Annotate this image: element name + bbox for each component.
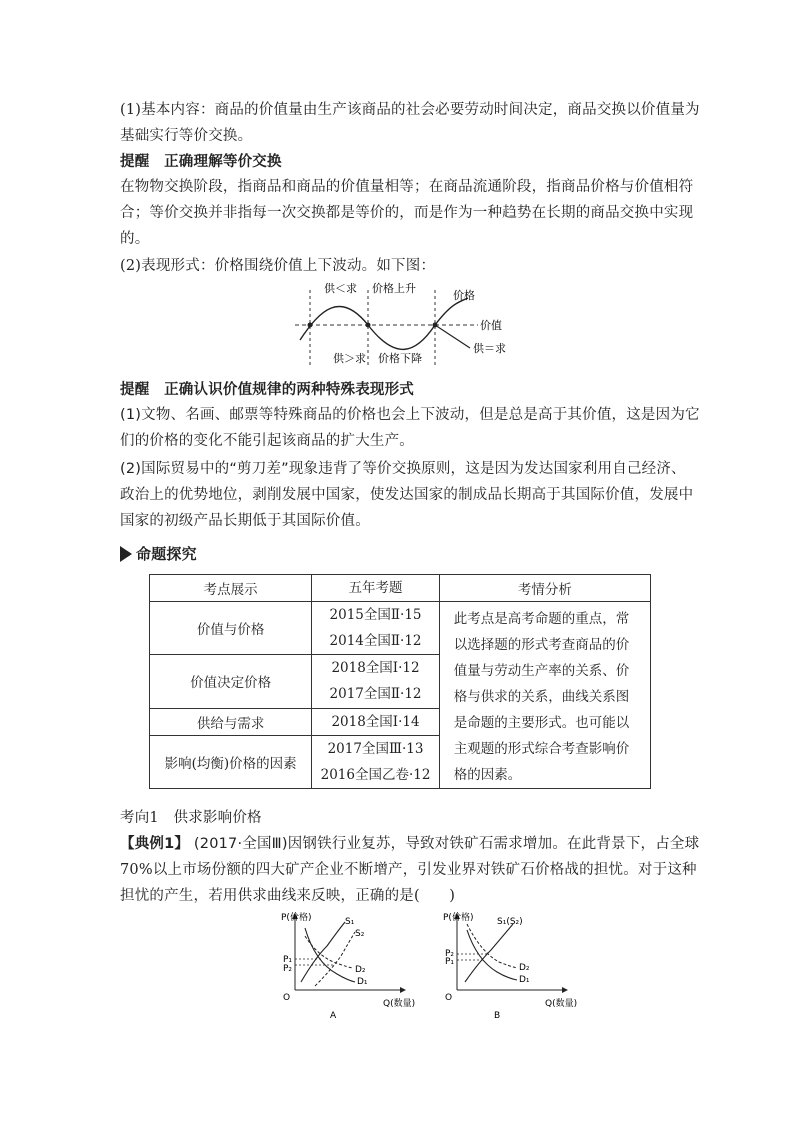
supply-demand-graph-b [437,910,577,1022]
table-cell-topic: 影响(均衡)价格的因素 [150,735,312,788]
table-cell-exams [312,602,440,655]
label-s2: S₂ [355,929,365,939]
label-d2: D₂ [519,963,530,973]
table-cell-topic: 供给与需求 [150,708,312,735]
exam-item: 2017全国Ⅲ·13 [327,740,424,757]
x-axis-arrow-icon [400,987,406,993]
label-supply-equal-demand: 供＝求 [473,342,506,355]
exam-analysis-table [149,574,651,789]
graph-caption-b: B [494,1011,501,1021]
origin-label: O [445,993,453,1003]
table-cell-exams [312,655,440,708]
tip-heading-equal-exchange: 提醒 正确理解等价交换 [120,154,282,170]
intersection-dot-2 [366,323,371,328]
supply-curve-s1 [301,922,345,982]
example-line2: 70%以上市场份额的四大矿产企业不断增产，引发业界对铁矿石价格战的担忧。对于这种 [120,862,697,878]
x-axis-label: Q(数量) [383,999,415,1009]
direction-heading: 考向1 供求影响价格 [120,810,262,826]
table-header-row [150,575,651,602]
label-p1: P₁ [445,957,455,967]
exam-item: 2014全国Ⅱ·12 [329,633,422,650]
graph-caption-a: A [330,1011,337,1021]
section-title: 命题探究 [136,545,197,563]
example-text-1: 因钢铁行业复苏，导致对铁矿石需求增加。在此背景下，占全球 [287,836,700,852]
demand-curve-d1 [305,928,355,982]
price-value-wave-diagram [290,280,520,370]
label-value: 价值 [480,319,502,332]
tip-text-line1: 在物物交换阶段，指商品和商品的价值量相等；在商品流通阶段，指商品价格与价值相符 [120,179,694,195]
label-p2: P₂ [445,949,455,959]
intersection-dot-1 [308,323,313,328]
label-p2: P₂ [283,964,293,974]
label-supply-less-demand: 供＜求 [324,282,357,295]
table-cell-exams [312,708,440,735]
label-s1-s2: S₁(S₂) [497,917,523,927]
x-axis-arrow-icon [562,987,568,993]
label-price-rise: 价格上升 [372,282,416,295]
section-heading-proposition [120,543,197,564]
table-header-topic: 考点展示 [150,575,312,602]
supply-demand-graph-a [275,910,415,1022]
paragraph-basic-content-line2: 基础实行等价交换。 [120,128,253,144]
intersection-dot-3 [433,323,438,328]
exam-item: 2015全国Ⅱ·15 [329,607,422,624]
tip2-item1-line1: (1)文物、名画、邮票等特殊商品的价格也会上下波动，但是总是高于其价值，这是因为它 [120,407,700,423]
example-tag: 【典例1】 [120,836,190,852]
label-s1: S₁ [345,917,355,927]
example-line3: 担忧的产生，若用供求曲线来反映，正确的是( ) [120,888,456,904]
label-p1: P₁ [283,955,293,965]
paragraph-basic-content-line1: (1)基本内容：商品的价值量由生产该商品的社会必要劳动时间决定，商品交换以价值量为 [120,102,700,118]
y-axis-label: P(价格) [443,913,474,923]
tip2-item2-line3: 国家的初级产品长期低于其国际价值。 [120,513,370,529]
table-cell-topic: 价值与价格 [150,602,312,655]
table-row [150,602,651,655]
table-header-analysis: 考情分析 [439,575,650,602]
table-cell-exams [312,735,440,788]
x-axis-label: Q(数量) [545,999,577,1009]
label-d1: D₁ [519,975,530,985]
origin-label: O [283,993,291,1003]
tip-text-line3: 的。 [120,231,150,247]
paragraph-form: (2)表现形式：价格围绕价值上下波动。如下图： [120,258,436,274]
example-source: (2017·全国Ⅲ) [193,836,288,852]
label-price: 价格 [453,289,475,302]
analysis-text: 此考点是高考命题的重点，常以选择题的形式考查商品的价值量与劳动生产率的关系、价格与供求的关系，曲线关系图是命题的主要形式。也可能以主观题的形式综合考查影响价格的因素。 [453,611,630,783]
tip-text-line2: 合；等价交换并非指每一次交换都是等价的，而是作为一种趋势在长期的商品交换中实现 [120,205,694,221]
demand-curve-d2 [467,924,517,968]
price-curve [300,298,468,349]
label-d2: D₂ [355,965,366,975]
label-d1: D₁ [357,977,368,987]
demand-curve-d2 [305,936,353,968]
exam-item: 2017全国Ⅱ·12 [329,686,422,703]
table-cell-analysis [439,602,650,789]
exam-item: 2016全国乙卷·12 [320,766,431,783]
example-line1 [120,832,699,853]
play-triangle-icon [120,546,132,562]
table-header-exams: 五年考题 [312,575,440,602]
exam-item: 2018全国Ⅰ·14 [331,713,420,730]
exam-item: 2018全国Ⅰ·12 [331,660,420,677]
supply-equal-demand-line [435,325,470,348]
label-supply-greater-demand: 供＞求 [333,352,366,365]
tip2-item1-line2: 们的价格的变化不能引起该商品的扩大生产。 [120,433,414,449]
supply-curve-s1-s2 [465,924,513,982]
table-cell-topic: 价值决定价格 [150,655,312,708]
tip2-item2-line1: (2)国际贸易中的“剪刀差”现象违背了等价交换原则，这是因为发达国家利用自己经济、 [120,461,686,477]
tip2-item2-line2: 政治上的优势地位，剥削发展中国家，使发达国家的制成品长期高于其国际价值，发展中 [120,487,694,503]
label-price-fall: 价格下降 [378,352,422,365]
y-axis-label: P(价格) [281,913,312,923]
tip-heading-special-forms: 提醒 正确认识价值规律的两种特殊表现形式 [120,382,414,398]
